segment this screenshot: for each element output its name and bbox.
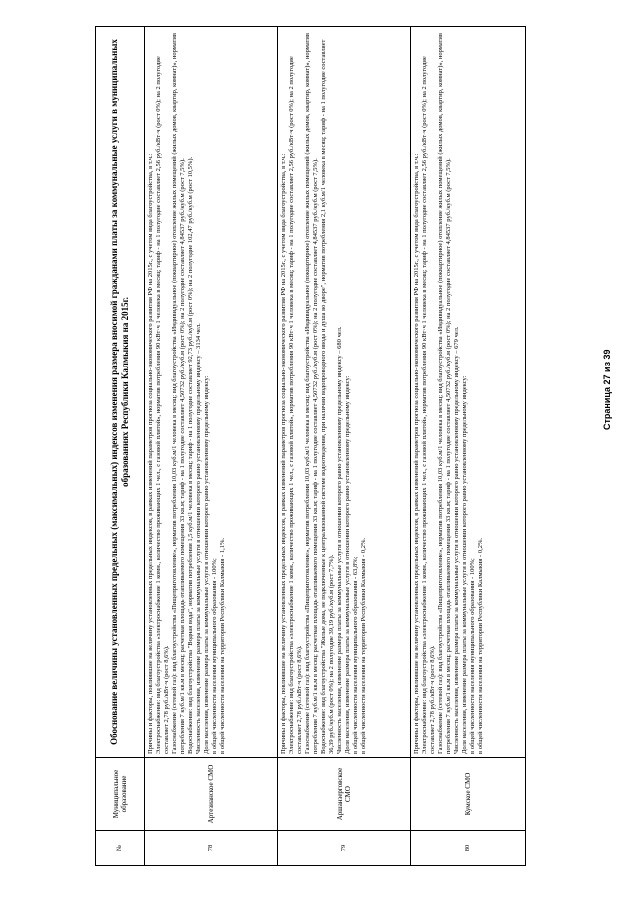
row-text-line: Причины и факторы, повлиявшие на величину установленных предельных индексов, в рамках изменений параметров прогноза социально-экономического развития РФ на 2015г., с учетом вида благоустройства, в т.ч.: [147, 153, 154, 754]
table-row [411, 27, 526, 866]
indices-table [95, 26, 526, 866]
row-text-line: Причины и факторы, повлиявшие на величину установленных предельных индексов, в рамках изменений параметров прогноза социально-экономического развития РФ на 2015г., с учетом вида благоустройства, в т.ч.: [280, 153, 287, 754]
row-text-line: Доля населения, изменение размера платы за коммунальные услуги в отношении которого равно установленному предельному индексу: [461, 375, 468, 754]
row-text-line: Электроснабжение: вид благоустройства «электроснабжение 1 комн., количество проживающих 1 чел., с газовой плитой», норматив потребления 90 кВт·ч 1 человека в месяц; тариф - на 1 полугодие составляет 2,56 руб./кВт·ч (рост 0%); на 2 полугодие составляет 2,78 руб./кВт·ч (рост 8,6%). [421, 56, 436, 754]
row-municipality: Кумское СМО [411, 758, 526, 831]
row-text-line: в общей численности населения муниципального образования - 100%; [469, 558, 476, 754]
table-row [278, 27, 411, 866]
row-text-line: Водоснабжение: вид благоустройства "Водная вода", норматив потребления 1,5 куб.м/1 человека в месяц; тариф - на 1 полугодие составляет 92,73 руб./куб.м (рост 0%); на 2 полугодие 102,47 руб./куб.м (рост 10,5%). [187, 156, 194, 754]
table-row [145, 27, 278, 866]
row-number: 78 [145, 831, 278, 866]
row-text-line: в общей численности населения на территории Республики Калмыкия - 0,2%. [360, 537, 367, 754]
table-header-row [96, 27, 145, 866]
page-counter: Страница 27 из 39 [602, 349, 612, 430]
row-number: 79 [278, 831, 411, 866]
row-justification [278, 27, 411, 758]
header-num: № [96, 831, 145, 866]
row-municipality: Артезианское СМО [145, 758, 278, 831]
row-justification [145, 27, 278, 758]
row-number: 80 [411, 831, 526, 866]
row-municipality: Аршанзерговское СМО [278, 758, 411, 831]
rotated-table-wrapper [95, 26, 495, 866]
row-justification [411, 27, 526, 758]
row-text-line: Численность населения, изменение размера платы за коммунальные услуги в отношении которого равно установленному предельному индексу – 679 чел. [453, 326, 460, 754]
row-text-line: Газоснабжение (сетевой газ): вид благоустройства «Пищеприготовление», норматив потребления 10,03 куб.м/1 человека в месяц; вид благоустройства «Индивидуальное (поквартирное) отопление жилых помещений (жилых домов, квартир, комнат)», норматив потребления 7 куб.м/1 кв.м в месяц; расчетная площадь отапливаемого помещения 33 кв.м; тариф - на 1 полугодие составляет 4,50732 руб./куб.м (рост 0%); на 2 полугодие составляет 4,84537 руб./куб.м (рост 7,5%). [437, 33, 452, 754]
row-text-line: Электроснабжение: вид благоустройства «электроснабжение 1 комн., количество проживающих 1 чел., с газовой плитой», норматив потребления 90 кВт·ч 1 человека в месяц; тариф - на 1 полугодие составляет 2,56 руб./кВт·ч (рост 0%); на 2 полугодие составляет 2,78 руб./кВт·ч (рост 8,6%). [155, 56, 170, 754]
row-text-line: Водоснабжение: вид благоустройства "Жилые дома, не подключенные к централизованной системе водоотведения, при наличии водопроводного ввода и душа во дворе", норматив потребления 2,1 куб.м/1 человека в месяц; тариф - на 1 полугодие составляет 36,39 руб./куб.м (рост 0%); на 2 полугодие 39,19 руб./куб.м (рост 7,7%). [320, 39, 335, 754]
row-text-line: Численность населения, изменение размера платы за коммунальные услуги в отношении которого равно установленному предельному индексу – 680 чел. [336, 326, 343, 754]
row-text-line: Численность населения, изменение размера платы за коммунальные услуги в отношении которого равно установленному предельному индексу – 3134 чел. [195, 323, 202, 754]
row-text-line: в общей численности населения муниципального образования - 63,8%; [352, 556, 359, 754]
row-text-line: в общей численности населения на территории Республики Калмыкия - 1,1%. [219, 537, 226, 754]
row-text-line: Газоснабжение (сетевой газ): вид благоустройства «Пищеприготовление», норматив потребления 10,03 куб.м/1 человека в месяц; вид благоустройства «Индивидуальное (поквартирное) отопление жилых помещений (жилых домов, квартир, комнат)», норматив потребления 7 куб.м/1 кв.м в месяц; расчетная площадь отапливаемого помещения 33 кв.м; тариф - на 1 полугодие составляет 4,50732 руб./куб.м (рост 0%); на 2 полугодие составляет 4,84537 руб./куб.м (рост 7,5%). [171, 33, 186, 754]
row-text-line: Электроснабжение: вид благоустройства «электроснабжение 1 комн., количество проживающих 1 чел., с газовой плитой», норматив потребления 90 кВт·ч 1 человека в месяц; тариф - на 1 полугодие составляет 2,56 руб./кВт·ч (рост 0%); на 2 полугодие составляет 2,78 руб./кВт·ч (рост 8,6%). [288, 56, 303, 754]
header-municipality: Муниципальное образование [96, 758, 145, 831]
header-justification: Обоснование величины установленных предельных (максимальных) индексов изменения размера вносимой гражданами платы за коммунальные услуги в муниципальных образованиях Республики Калмыкия на 2015г. [96, 27, 145, 758]
row-text-line: Причины и факторы, повлиявшие на величину установленных предельных индексов, в рамках изменений параметров прогноза социально-экономического развития РФ на 2015г., с учетом вида благоустройства, в т.ч.: [413, 153, 420, 754]
row-text-line: Доля населения, изменение размера платы за коммунальные услуги в отношении которого равно установленному предельному индексу: [203, 375, 210, 754]
row-text-line: в общей численности населения муниципального образования - 100%; [211, 558, 218, 754]
row-text-line: в общей численности населения на территории Республики Калмыкия - 0,2%. [477, 537, 484, 754]
row-text-line: Доля населения, изменение размера платы за коммунальные услуги в отношении которого равно установленному предельному индексу: [344, 375, 351, 754]
row-text-line: Газоснабжение (сетевой газ): вид благоустройства «Пищеприготовление», норматив потребления 10,03 куб.м/1 человека в месяц; вид благоустройства «Индивидуальное (поквартирное) отопление жилых помещений (жилых домов, квартир, комнат)», норматив потребления 7 куб.м/1 кв.м в месяц; расчетная площадь отапливаемого помещения 33 кв.м; тариф - на 1 полугодие составляет 4,50732 руб./куб.м (рост 0%); на 2 полугодие составляет 4,84537 руб./куб.м (рост 7,5%). [304, 33, 319, 754]
